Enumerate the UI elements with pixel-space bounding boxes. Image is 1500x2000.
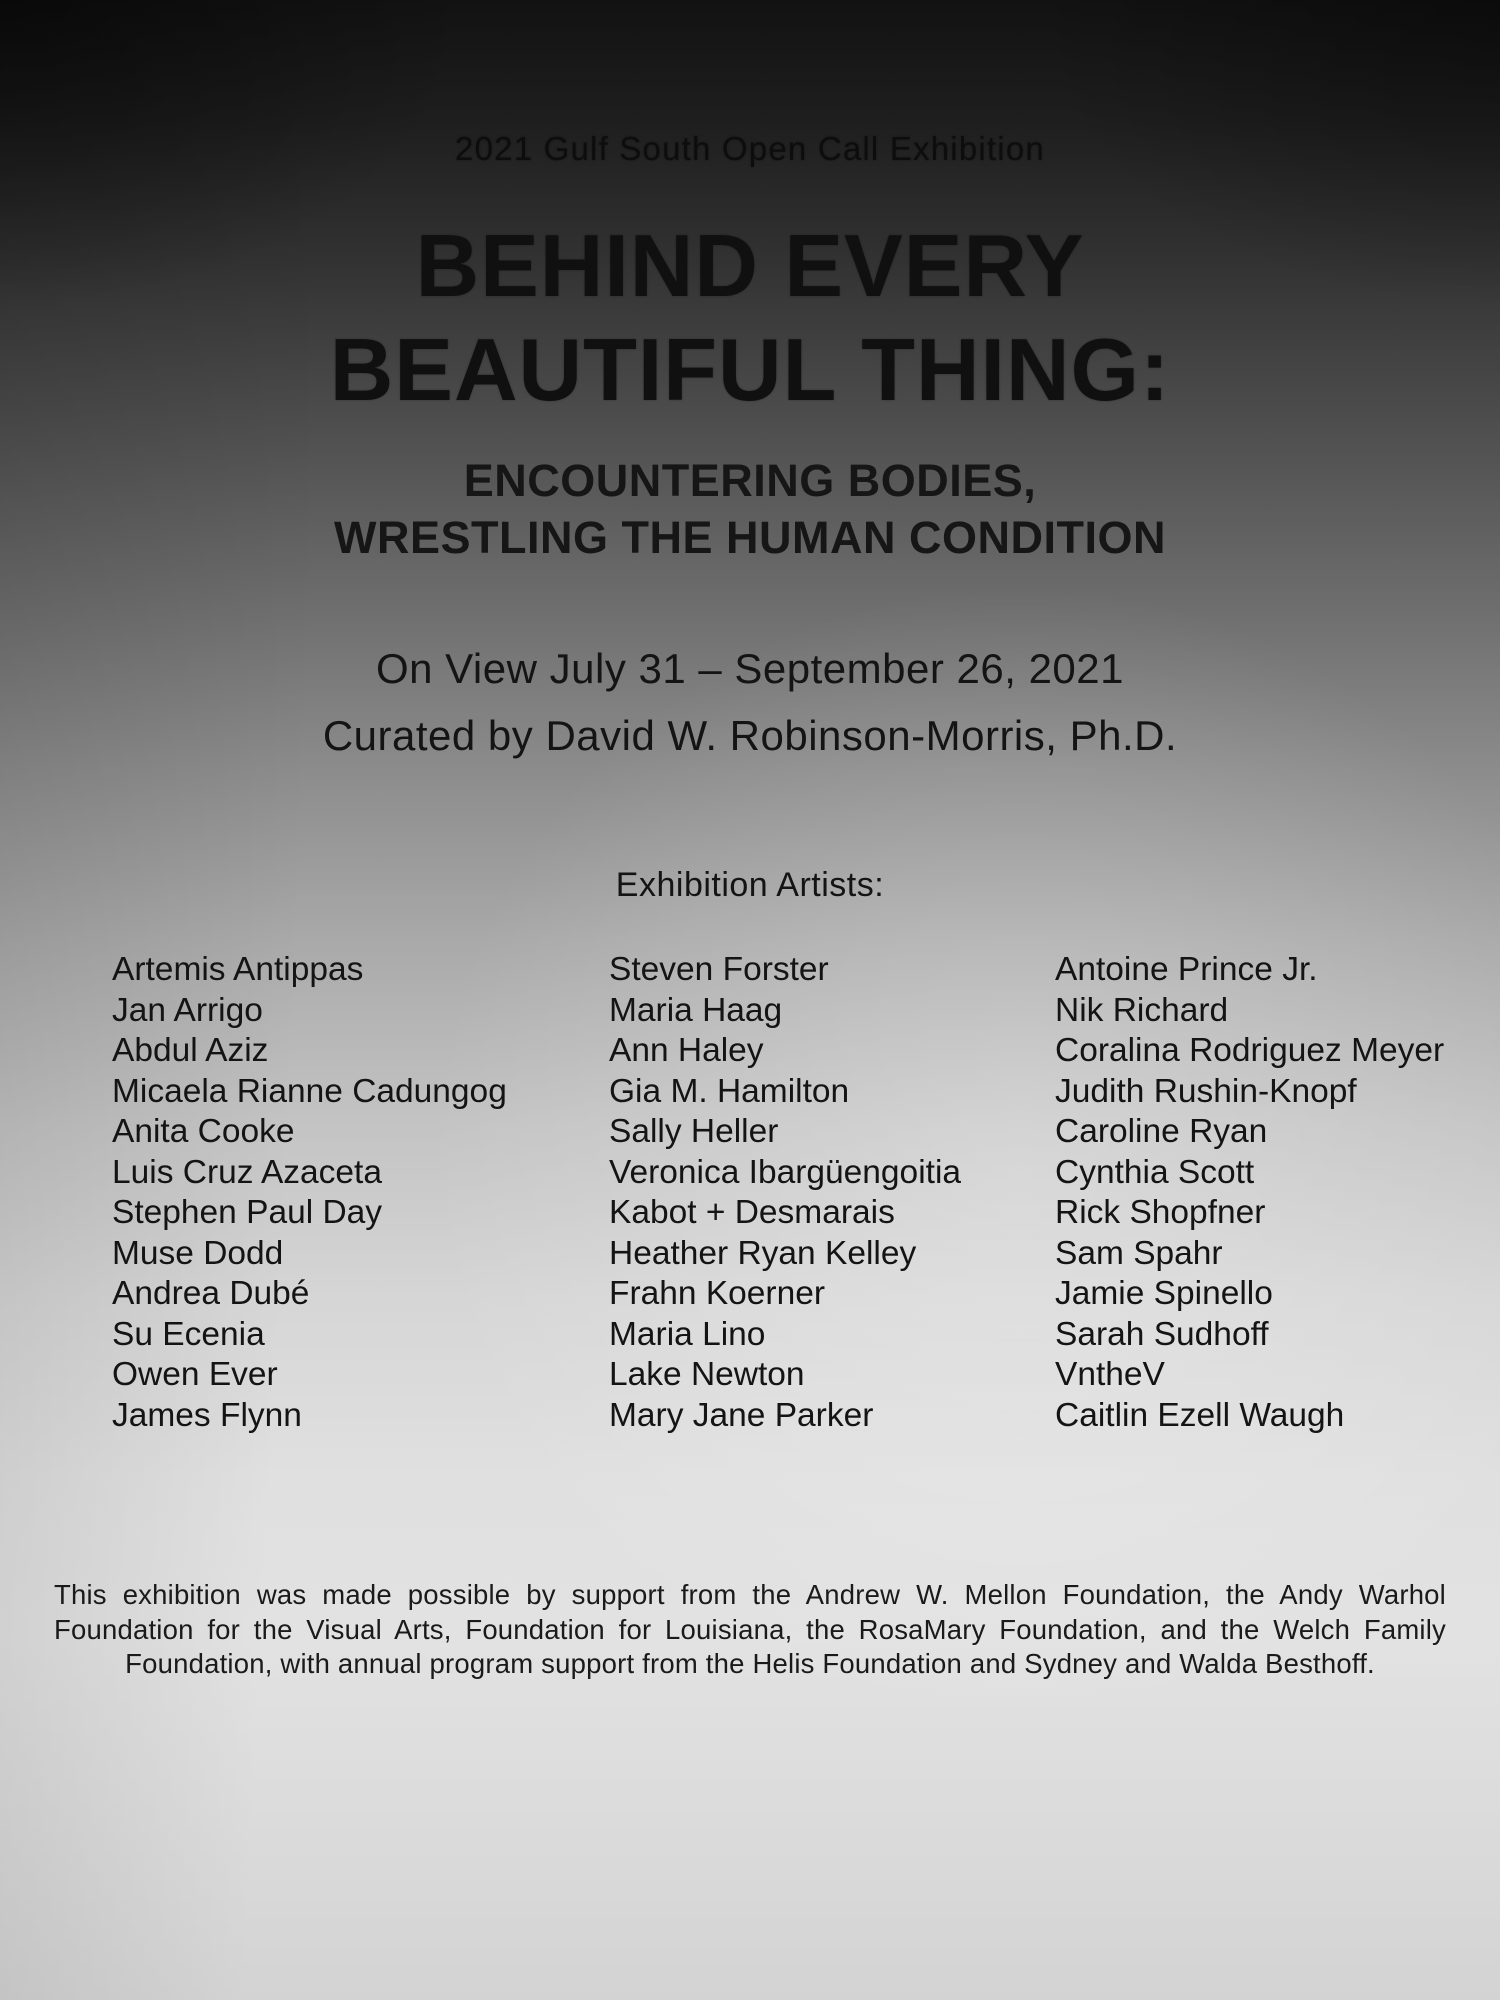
artist-name: Veronica Ibargüengoitia bbox=[609, 1153, 962, 1191]
artist-name: Caroline Ryan bbox=[1055, 1113, 1268, 1150]
artist-name: Rick Shopfner bbox=[1055, 1194, 1266, 1231]
artist-name: Caitlin Ezell Waugh bbox=[1055, 1396, 1345, 1434]
artist-columns bbox=[112, 950, 1450, 1436]
funding-credits: This exhibition was made possible by support from the Andrew W. Mellon Foundation, the Andy Warhol Foundation for the Visual Arts, Foundation for Louisiana, the RosaMary Foundation, and the Welch Family Foundation, with annual program support from the Helis Foundation and Sydney and Walda Besthoff. bbox=[54, 1579, 1446, 1679]
artist-name: Gia M. Hamilton bbox=[609, 1072, 850, 1110]
artist-name: Sarah Sudhoff bbox=[1055, 1315, 1269, 1353]
artist-name: Owen Ever bbox=[112, 1356, 278, 1393]
artist-name: Artemis Antippas bbox=[112, 951, 364, 988]
artist-name: Stephen Paul Day bbox=[112, 1194, 383, 1231]
artist-name: Kabot + Desmarais bbox=[609, 1194, 895, 1231]
artist-name: Cynthia Scott bbox=[1055, 1153, 1255, 1191]
artist-name: Maria Haag bbox=[609, 991, 783, 1029]
artist-name: Anita Cooke bbox=[112, 1113, 295, 1150]
artist-name: Mary Jane Parker bbox=[609, 1396, 874, 1434]
artist-name: Maria Lino bbox=[609, 1315, 766, 1353]
artist-name: Heather Ryan Kelley bbox=[609, 1234, 917, 1272]
artist-name: Judith Rushin-Knopf bbox=[1055, 1072, 1357, 1110]
artist-name: Su Ecenia bbox=[112, 1315, 265, 1353]
artist-name: Luis Cruz Azaceta bbox=[112, 1153, 382, 1191]
artist-name: Lake Newton bbox=[609, 1356, 805, 1393]
artist-column-3 bbox=[1055, 950, 1450, 1436]
artist-name: Andrea Dubé bbox=[112, 1275, 310, 1312]
artist-name: Frahn Koerner bbox=[609, 1275, 825, 1312]
title-line-2: BEAUTIFUL THING: bbox=[329, 320, 1171, 419]
artist-name: VntheV bbox=[1055, 1356, 1165, 1393]
exhibition-subtitle bbox=[0, 452, 1500, 566]
curator-credit: Curated by David W. Robinson-Morris, Ph.D. bbox=[322, 712, 1178, 759]
artist-column-1 bbox=[112, 950, 609, 1436]
artist-name: Ann Haley bbox=[609, 1032, 764, 1069]
artist-name: James Flynn bbox=[112, 1396, 302, 1434]
on-view-dates: On View July 31 – September 26, 2021 bbox=[375, 645, 1125, 692]
artist-name: Jamie Spinello bbox=[1055, 1275, 1273, 1312]
artist-name: Micaela Rianne Cadungog bbox=[112, 1072, 507, 1110]
event-name: 2021 Gulf South Open Call Exhibition bbox=[455, 130, 1045, 167]
title-line-1: BEHIND EVERY bbox=[415, 216, 1085, 315]
subtitle-line-2: WRESTLING THE HUMAN CONDITION bbox=[334, 512, 1166, 563]
artist-name: Sam Spahr bbox=[1055, 1234, 1223, 1272]
artist-name: Steven Forster bbox=[609, 951, 829, 988]
artist-name: Muse Dodd bbox=[112, 1234, 284, 1272]
artist-name: Sally Heller bbox=[609, 1113, 779, 1150]
artist-name: Jan Arrigo bbox=[112, 991, 263, 1029]
artist-column-2 bbox=[609, 950, 1055, 1436]
exhibition-title bbox=[0, 214, 1500, 422]
subtitle-line-1: ENCOUNTERING BODIES, bbox=[463, 455, 1037, 506]
artists-heading: Exhibition Artists: bbox=[615, 866, 885, 904]
artist-name: Abdul Aziz bbox=[112, 1032, 269, 1069]
artist-name: Nik Richard bbox=[1055, 991, 1229, 1029]
artist-name: Coralina Rodriguez Meyer bbox=[1055, 1032, 1445, 1069]
artist-name: Antoine Prince Jr. bbox=[1055, 951, 1318, 988]
